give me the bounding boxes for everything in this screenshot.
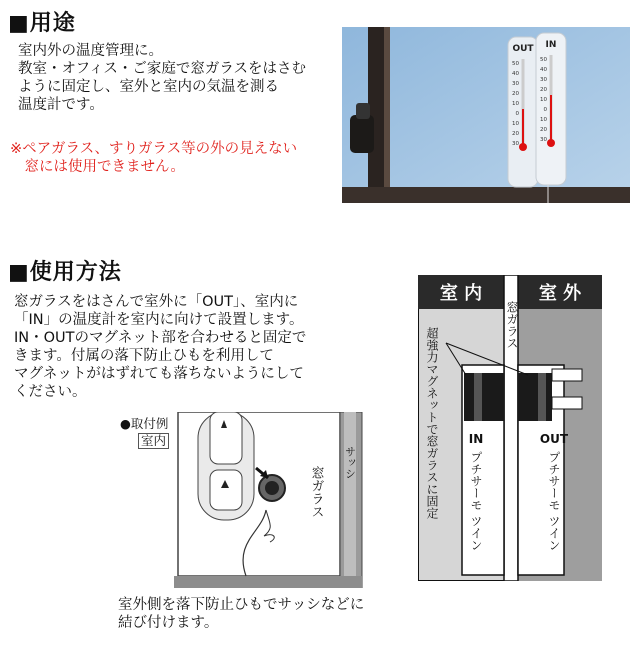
scale-tick-label: 10 [512, 121, 519, 127]
scale-tick-label: 20 [512, 91, 519, 97]
scale-tick-label: 20 [540, 127, 547, 133]
section-heading-usage: ■用途 [8, 11, 76, 36]
how-to-use-description: 窓ガラスをはさんで室外に「OUT」、室内に 「IN」の温度計を室内に向けて設置します。 IN・OUTのマグネット部を合わせると固定で きます。付属の落下防止ひもを利用して マグネットがはずれても落ちないようにして ください。 [14, 294, 307, 400]
out-thermometer [508, 37, 538, 187]
scale-tick-label: 0 [515, 111, 519, 117]
scale-tick-label: 30 [512, 141, 519, 147]
scale-tick-label: 30 [512, 81, 519, 87]
installation-illustration [174, 412, 374, 588]
scale-tick-label: 20 [540, 87, 547, 93]
magnet-label: 超強力マグネットで窓ガラスに固定 [425, 327, 439, 519]
example-label: ●取付例 [120, 416, 169, 431]
example-caption: 室外側を落下防止ひもでサッシなどに 結び付けます。 [118, 597, 365, 631]
scale-tick-label: 40 [512, 71, 519, 77]
scale-tick-label: 0 [543, 107, 547, 113]
scale-tick-label: 20 [512, 131, 519, 137]
svg-text:OUT: OUT [512, 44, 534, 54]
in-thermometer [536, 33, 566, 185]
outdoor-header: 室 外 [538, 283, 582, 304]
scale-tick-label: 30 [540, 137, 547, 143]
svg-text:窓ガラス: 窓ガラス [308, 466, 324, 518]
in-product-name: プチサーモ ツイン [469, 451, 483, 551]
section-heading-how-to-use: ■使用方法 [8, 260, 122, 285]
usage-warning: ※ペアガラス、すりガラス等の外の見えない 窓には使用できません。 [10, 141, 298, 175]
indoor-header: 室 内 [439, 283, 483, 304]
scale-tick-label: 10 [540, 117, 547, 123]
svg-text:サッシ: サッシ [343, 446, 357, 479]
svg-text:IN: IN [545, 40, 557, 50]
glass-label: 窓ガラス [505, 301, 519, 349]
out-label: OUT [539, 432, 569, 446]
scale-tick-label: 30 [540, 77, 547, 83]
out-product-name: プチサーモ ツイン [547, 451, 561, 551]
scale-tick-label: 10 [540, 97, 547, 103]
scale-tick-label: 50 [540, 57, 547, 63]
scale-tick-label: 50 [512, 61, 519, 67]
product-photo [342, 27, 630, 203]
mounting-diagram [418, 275, 602, 581]
usage-description: 室内外の温度管理に。 教室・オフィス・ご家庭で窓ガラスをはさむ ように固定し、室外と室内の気温を測る 温度計です。 [18, 43, 306, 113]
in-label: IN [468, 432, 484, 446]
scale-tick-label: 10 [512, 101, 519, 107]
scale-tick-label: 40 [540, 67, 547, 73]
indoor-tag: 室内 [138, 433, 169, 449]
